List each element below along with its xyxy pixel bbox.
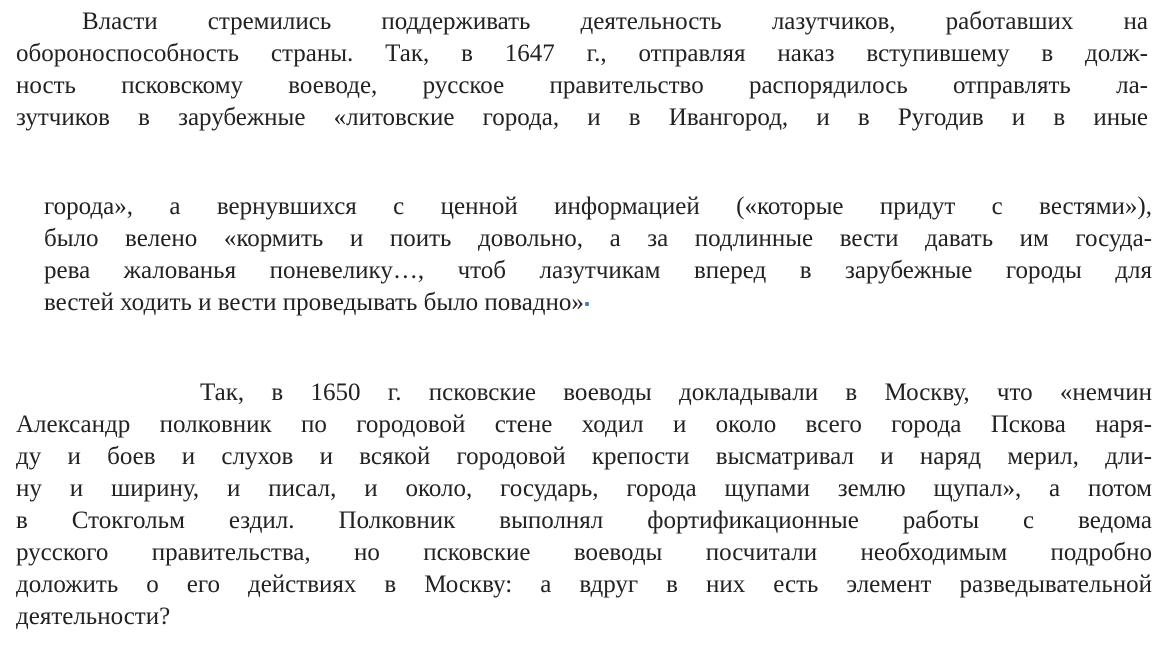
paragraph-line: обороноспособность страны. Так, в 1647 г., отправляя наказ вступившему в долж- [16,40,1148,67]
paragraph-1 [16,6,1148,134]
paragraph-line: русского правительства, но псковские воеводы посчитали необходимым подробно [16,539,1152,566]
paragraph-line: деятельности? [16,603,171,630]
paragraph-2 [44,191,1152,319]
paragraph-line: доложить о его действиях в Москву: а вдруг в них есть элемент разведывательной [16,571,1152,598]
paragraph-line: было велено «кормить и поить довольно, а за подлинные вести давать им госуда- [44,225,1152,252]
paragraph-line-text: вестей ходить и вести проведывать было повадно» [44,289,584,316]
paragraph-line: рева жалованья поневелику…, чтоб лазутчикам вперед в зарубежные городы для [44,257,1152,284]
paragraph-line: Так, в 1650 г. псковские воеводы докладывали в Москву, что «немчин [200,379,1152,406]
paragraph-line: ну и ширину, и писал, и около, государь, города щупами землю щупал», а потом [16,475,1152,502]
paragraph-line: Александр полковник по городовой стене ходил и около всего города Пскова наря- [16,411,1152,438]
paragraph-line: ность псковскому воеводе, русское правительство распорядилось отправлять ла- [16,72,1148,99]
paragraph-line: в Стокгольм ездил. Полковник выполнял фортификационные работы с ведома [16,507,1152,534]
paragraph-line: города», а вернувшихся с ценной информацией («которые придут с вестями»), [44,193,1152,220]
paragraph-line: Власти стремились поддерживать деятельность лазутчиков, работавших на [82,8,1148,35]
paragraph-line: ду и боев и слухов и всякой городовой крепости высматривал и наряд мерил, дли- [16,443,1152,470]
paragraph-3 [16,377,1152,633]
paragraph-line: зутчиков в зарубежные «литовские города, и в Ивангород, и в Ругодив и в иные [16,104,1148,131]
footnote-mark [585,302,589,306]
paragraph-line [44,287,1152,319]
